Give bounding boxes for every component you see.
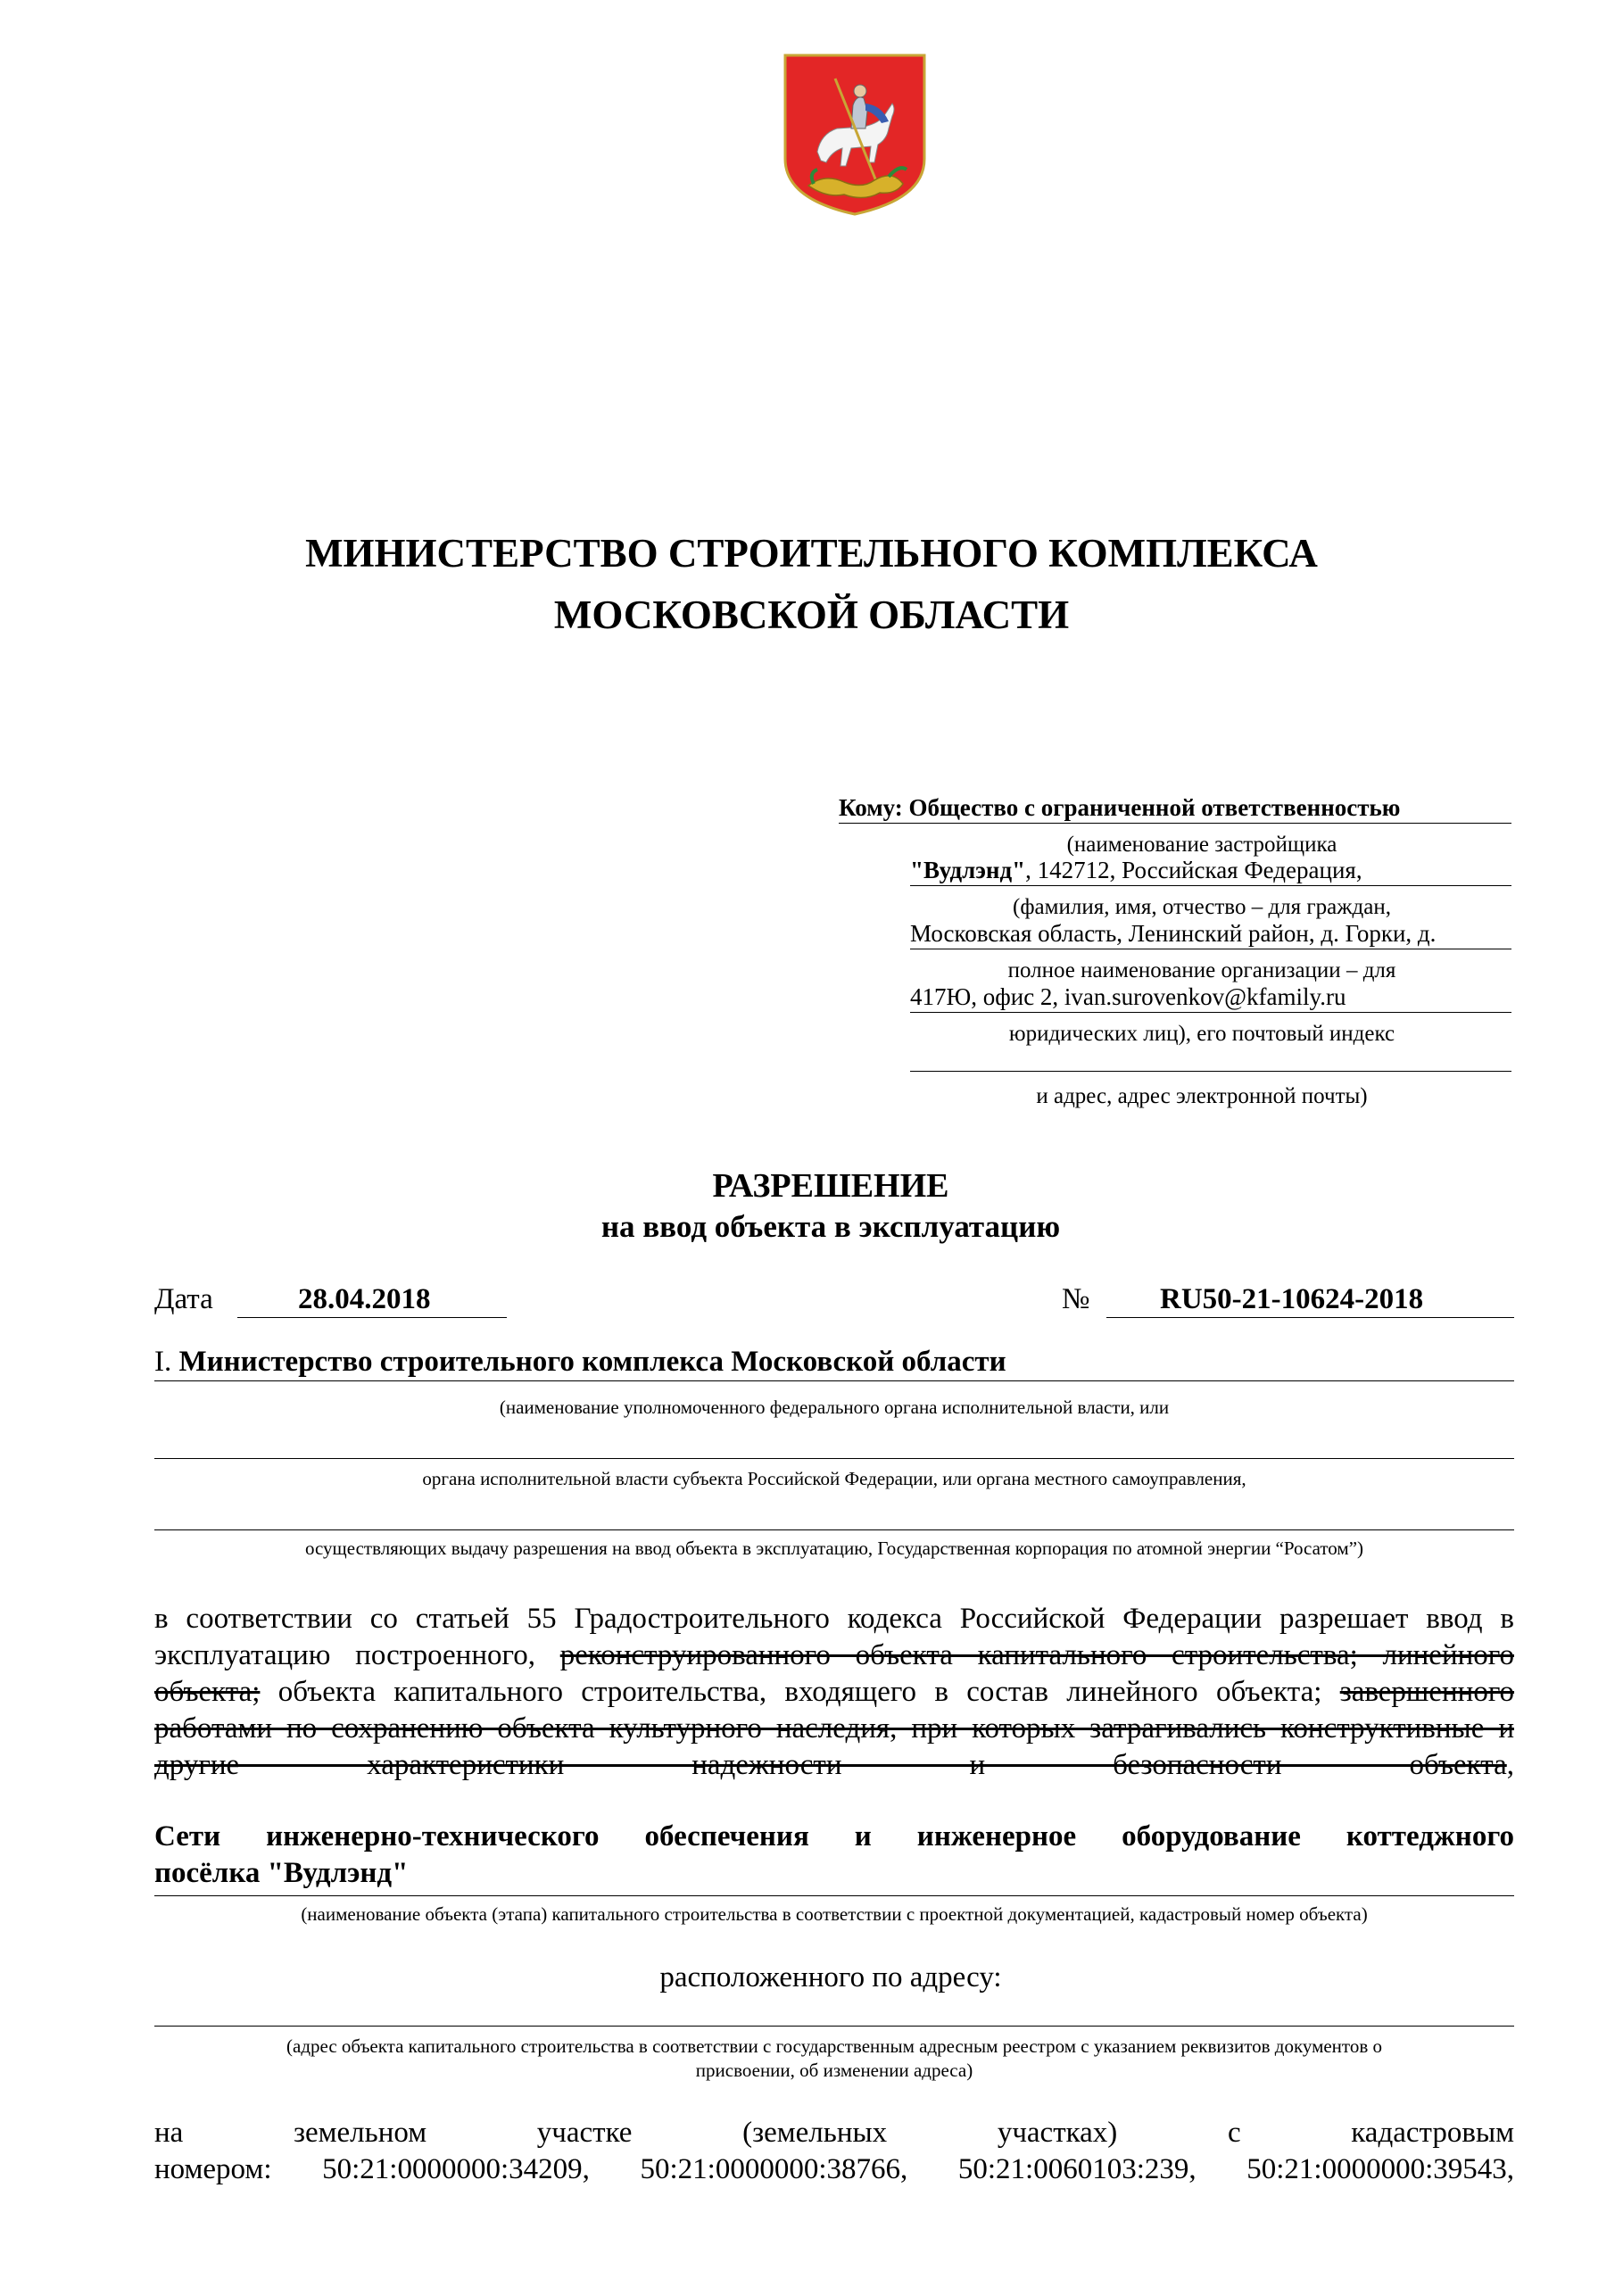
paragraph-text-a: в соответствии со статьей 55 Градостроительного кодекса Российской Федерации разрешает ввод в эксплуатацию построенного,: [154, 1603, 1514, 1671]
permission-paragraph: [154, 1601, 1514, 1784]
paragraph-text-b: объекта капитального строительства, входящего в состав линейного объекта;: [277, 1676, 1322, 1708]
object-underline: [154, 1895, 1514, 1896]
location-caption-line1: (адрес объекта капитального строительства в соответствии с государственным адресным реестром с указанием реквизитов документов о: [286, 2035, 1382, 2057]
location-caption: [154, 2035, 1514, 2083]
recipient-caption4: юридических лиц), его почтовый индекс: [1008, 1022, 1395, 1046]
coat-of-arms-icon: [782, 52, 928, 218]
struck-text-1: реконструированного объекта капитального строительства; линейного объекта;: [154, 1639, 1514, 1708]
authority-blank-line2: [154, 1529, 1514, 1530]
recipient-caption5: и адрес, адрес электронной почты): [1036, 1084, 1368, 1108]
paragraph-text-c: ,: [1506, 1749, 1514, 1781]
date-label: Дата: [154, 1283, 213, 1315]
location-label: расположенного по адресу:: [659, 1961, 1002, 1993]
recipient-line4: 417Ю, офис 2, ivan.surovenkov@kfamily.ru: [910, 985, 1511, 1013]
document-title: РАЗРЕШЕНИЕ: [712, 1167, 949, 1205]
object-name-line2: посёлка "Вудлэнд": [154, 1857, 409, 1889]
permit-number: RU50-21-10624-2018: [1106, 1285, 1514, 1318]
authority-caption1: (наименование уполномоченного федерального органа исполнительной власти, или: [499, 1397, 1170, 1418]
issuing-authority-line: [154, 1347, 1514, 1381]
object-name-line1: Сети инженерно-технического обеспечения и инженерное оборудование коттеджного: [154, 1820, 1514, 1853]
recipient-line2: [910, 858, 1511, 886]
ministry-name-line2: МОСКОВСКОЙ ОБЛАСТИ: [553, 593, 1070, 637]
recipient-caption1: (наименование застройщика: [1066, 833, 1337, 857]
location-blank-line: [154, 2026, 1514, 2027]
authority-caption2: органа исполнительной власти субъекта Российской Федерации, или органа местного самоуправления,: [422, 1468, 1246, 1489]
number-label: №: [1062, 1283, 1090, 1315]
location-caption-line2: присвоении, об изменении адреса): [695, 2059, 973, 2081]
recipient-line3: Московская область, Ленинский район, д. Горки, д.: [910, 922, 1511, 949]
recipient-caption2: (фамилия, имя, отчество – для граждан,: [1013, 895, 1391, 919]
section-number: I.: [154, 1346, 172, 1378]
land-plot-line1: на земельном участке (земельных участках) с кадастровым: [154, 2117, 1514, 2149]
authority-blank-line1: [154, 1458, 1514, 1459]
ministry-name-line1: МИНИСТЕРСТВО СТРОИТЕЛЬНОГО КОМПЛЕКСА: [305, 531, 1318, 576]
recipient-label: Кому:: [839, 794, 903, 821]
recipient-caption3: полное наименование организации – для: [1007, 958, 1396, 982]
land-plot-line2: номером: 50:21:0000000:34209, 50:21:0000000:38766, 50:21:0060103:239, 50:21:0000000:39543,: [154, 2153, 1514, 2185]
issuing-authority: Министерство строительного комплекса Московской области: [178, 1346, 1006, 1378]
authority-caption3: осуществляющих выдачу разрешения на ввод объекта в эксплуатацию, Государственная корпорация по атомной энергии “Росатом”): [304, 1538, 1364, 1559]
recipient-name-line1: Общество с ограниченной ответственностью: [908, 794, 1401, 821]
recipient-line1: [839, 796, 1511, 824]
land-plot-paragraph: [154, 2115, 1514, 2188]
recipient-address-part1: , 142712, Российская Федерация,: [1025, 857, 1362, 883]
recipient-company-name: "Вудлэнд": [910, 857, 1026, 883]
struck-text-2: завершенного работами по сохранению объекта культурного наследия, при которых затрагивались конструктивные и другие характеристики надежности и безопасности объекта: [154, 1676, 1515, 1781]
date-value: 28.04.2018: [237, 1285, 507, 1318]
document-subtitle: на ввод объекта в эксплуатацию: [600, 1209, 1061, 1244]
recipient-blank-line: [910, 1071, 1511, 1072]
object-caption: (наименование объекта (этапа) капитального строительства в соответствии с проектной документацией, кадастровый номер объекта): [301, 1903, 1368, 1925]
object-name: [154, 1819, 1514, 1892]
